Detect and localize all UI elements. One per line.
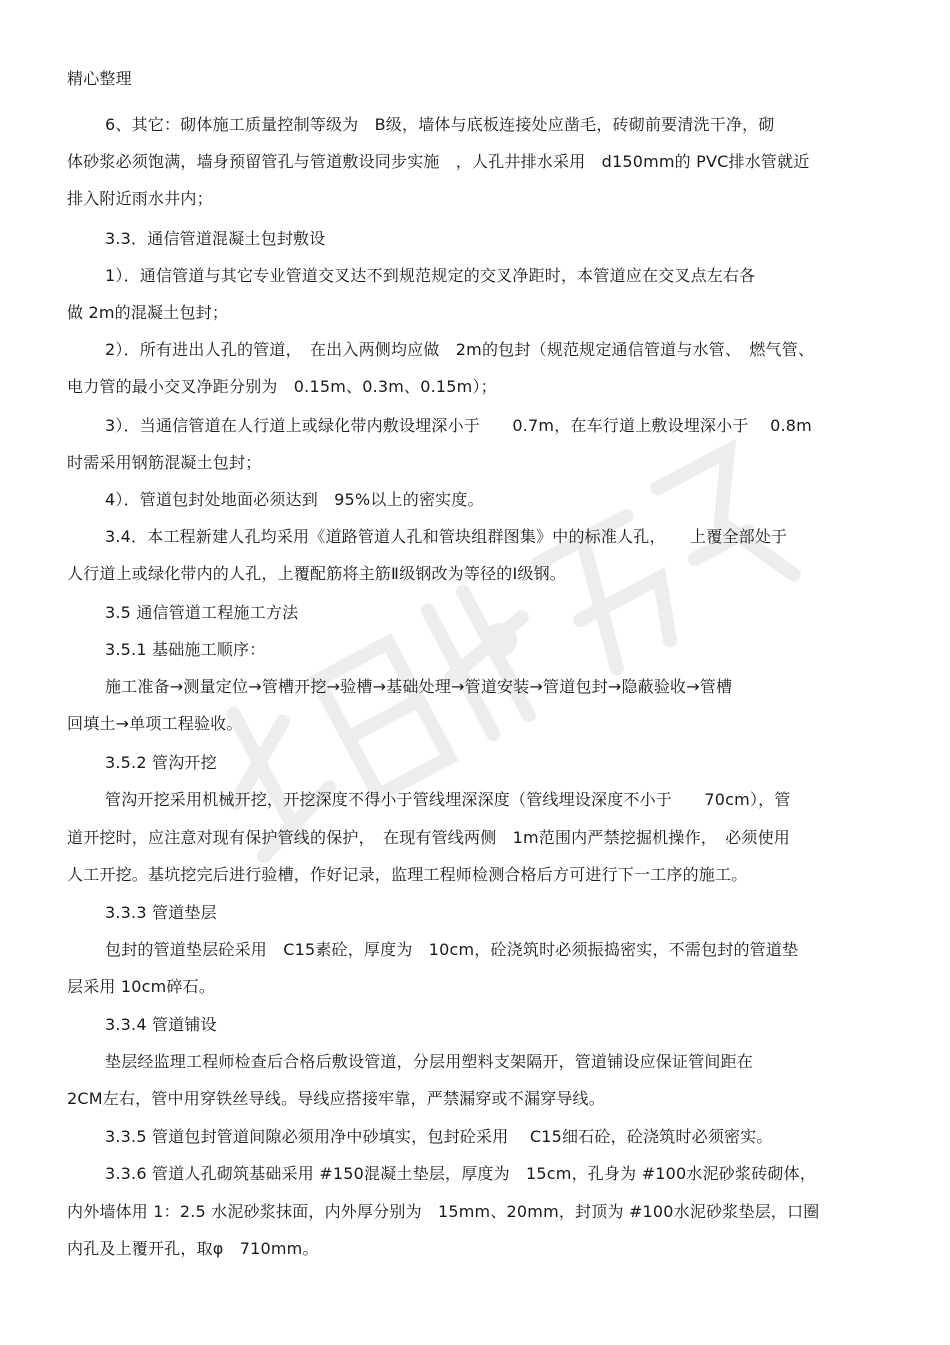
text-line: 6、其它：砌体施工质量控制等级为 B级，墙体与底板连接处应凿毛，砖砌前要清洗干净，砌 bbox=[105, 115, 775, 134]
text-line: 管沟开挖采用机械开挖，开挖深度不得小于管线埋深深度（管线埋设深度不小于 70cm），管 bbox=[105, 790, 791, 809]
text-line: 包封的管道垫层砼采用 C15素砼，厚度为 10cm，砼浇筑时必须振捣密实，不需包封的管道垫 bbox=[105, 940, 799, 959]
text-line: 3.3.5 管道包封管道间隙必须用净中砂填实，包封砼采用 C15细石砼，砼浇筑时必须密实。 bbox=[105, 1127, 773, 1146]
text-line: 4）．管道包封处地面必须达到 95%以上的密实度。 bbox=[105, 490, 484, 509]
text-line: 1）．通信管道与其它专业管道交叉达不到规范规定的交叉净距时，本管道应在交叉点左右各 bbox=[105, 266, 756, 285]
text-line: 3.4．本工程新建人孔均采用《道路管道人孔和管块组群图集》中的标准人孔， 上覆全部处于 bbox=[105, 527, 788, 546]
text-line: 回填土→单项工程验收。 bbox=[67, 714, 243, 733]
text-line: 道开挖时，应注意对现有保护管线的保护， 在现有管线两侧 1m范围内严禁挖掘机操作， 必须使用 bbox=[67, 828, 790, 847]
page-header: 精心整理 bbox=[67, 69, 132, 88]
text-line: 人行道上或绿化带内的人孔，上覆配筋将主筋Ⅱ级钢改为等径的Ⅰ级钢。 bbox=[67, 564, 566, 583]
text-line: 做 2m的混凝土包封； bbox=[67, 303, 229, 322]
text-line: 垫层经监理工程师检查后合格后敷设管道，分层用塑料支架隔开，管道铺设应保证管间距在 bbox=[105, 1052, 754, 1071]
section-heading: 3.3.3 管道垫层 bbox=[105, 903, 217, 922]
text-line: 内孔及上覆开孔，取φ 710mm。 bbox=[67, 1239, 319, 1258]
text-line: 电力管的最小交叉净距分别为 0.15m、0.3m、0.15m）； bbox=[67, 377, 497, 396]
text-line: 2CM左右，管中用穿铁丝导线。导线应搭接牢靠，严禁漏穿或不漏穿导线。 bbox=[67, 1089, 605, 1108]
section-heading: 3.3．通信管道混凝土包封敷设 bbox=[105, 229, 326, 248]
text-line: 3.3.6 管道人孔砌筑基础采用 #150混凝土垫层，厚度为 15cm，孔身为 #100水泥砂浆砖砌体， bbox=[105, 1164, 817, 1183]
section-heading: 3.3.4 管道铺设 bbox=[105, 1015, 217, 1034]
text-line: 2）．所有进出人孔的管道， 在出入两侧均应做 2m的包封（规范规定通信管道与水管、 燃气管、 bbox=[105, 340, 815, 359]
section-heading: 3.5.1 基础施工顺序： bbox=[105, 640, 266, 659]
text-line: 3）．当通信管道在人行道上或绿化带内敷设埋深小于 0.7m，在车行道上敷设埋深小于 0.8m bbox=[105, 416, 812, 435]
text-line: 人工开挖。基坑挖完后进行验槽，作好记录，监理工程师检测合格后方可进行下一工序的施工。 bbox=[67, 865, 748, 884]
text-line: 施工准备→测量定位→管槽开挖→验槽→基础处理→管道安装→管道包封→隐蔽验收→管槽 bbox=[105, 677, 733, 696]
text-line: 层采用 10cm碎石。 bbox=[67, 977, 216, 996]
text-line: 排入附近雨水井内； bbox=[67, 189, 213, 208]
text-line: 时需采用钢筋混凝土包封； bbox=[67, 453, 262, 472]
section-heading: 3.5.2 管沟开挖 bbox=[105, 753, 217, 772]
text-line: 体砂浆必须饱满，墙身预留管孔与管道敷设同步实施 ，人孔井排水采用 d150mm的 PVC排水管就近 bbox=[67, 152, 810, 171]
text-line: 内外墙体用 1：2.5 水泥砂浆抹面，内外厚分别为 15mm、20mm，封顶为 #100水泥砂浆垫层，口圈 bbox=[67, 1202, 820, 1221]
section-heading: 3.5 通信管道工程施工方法 bbox=[105, 603, 299, 622]
